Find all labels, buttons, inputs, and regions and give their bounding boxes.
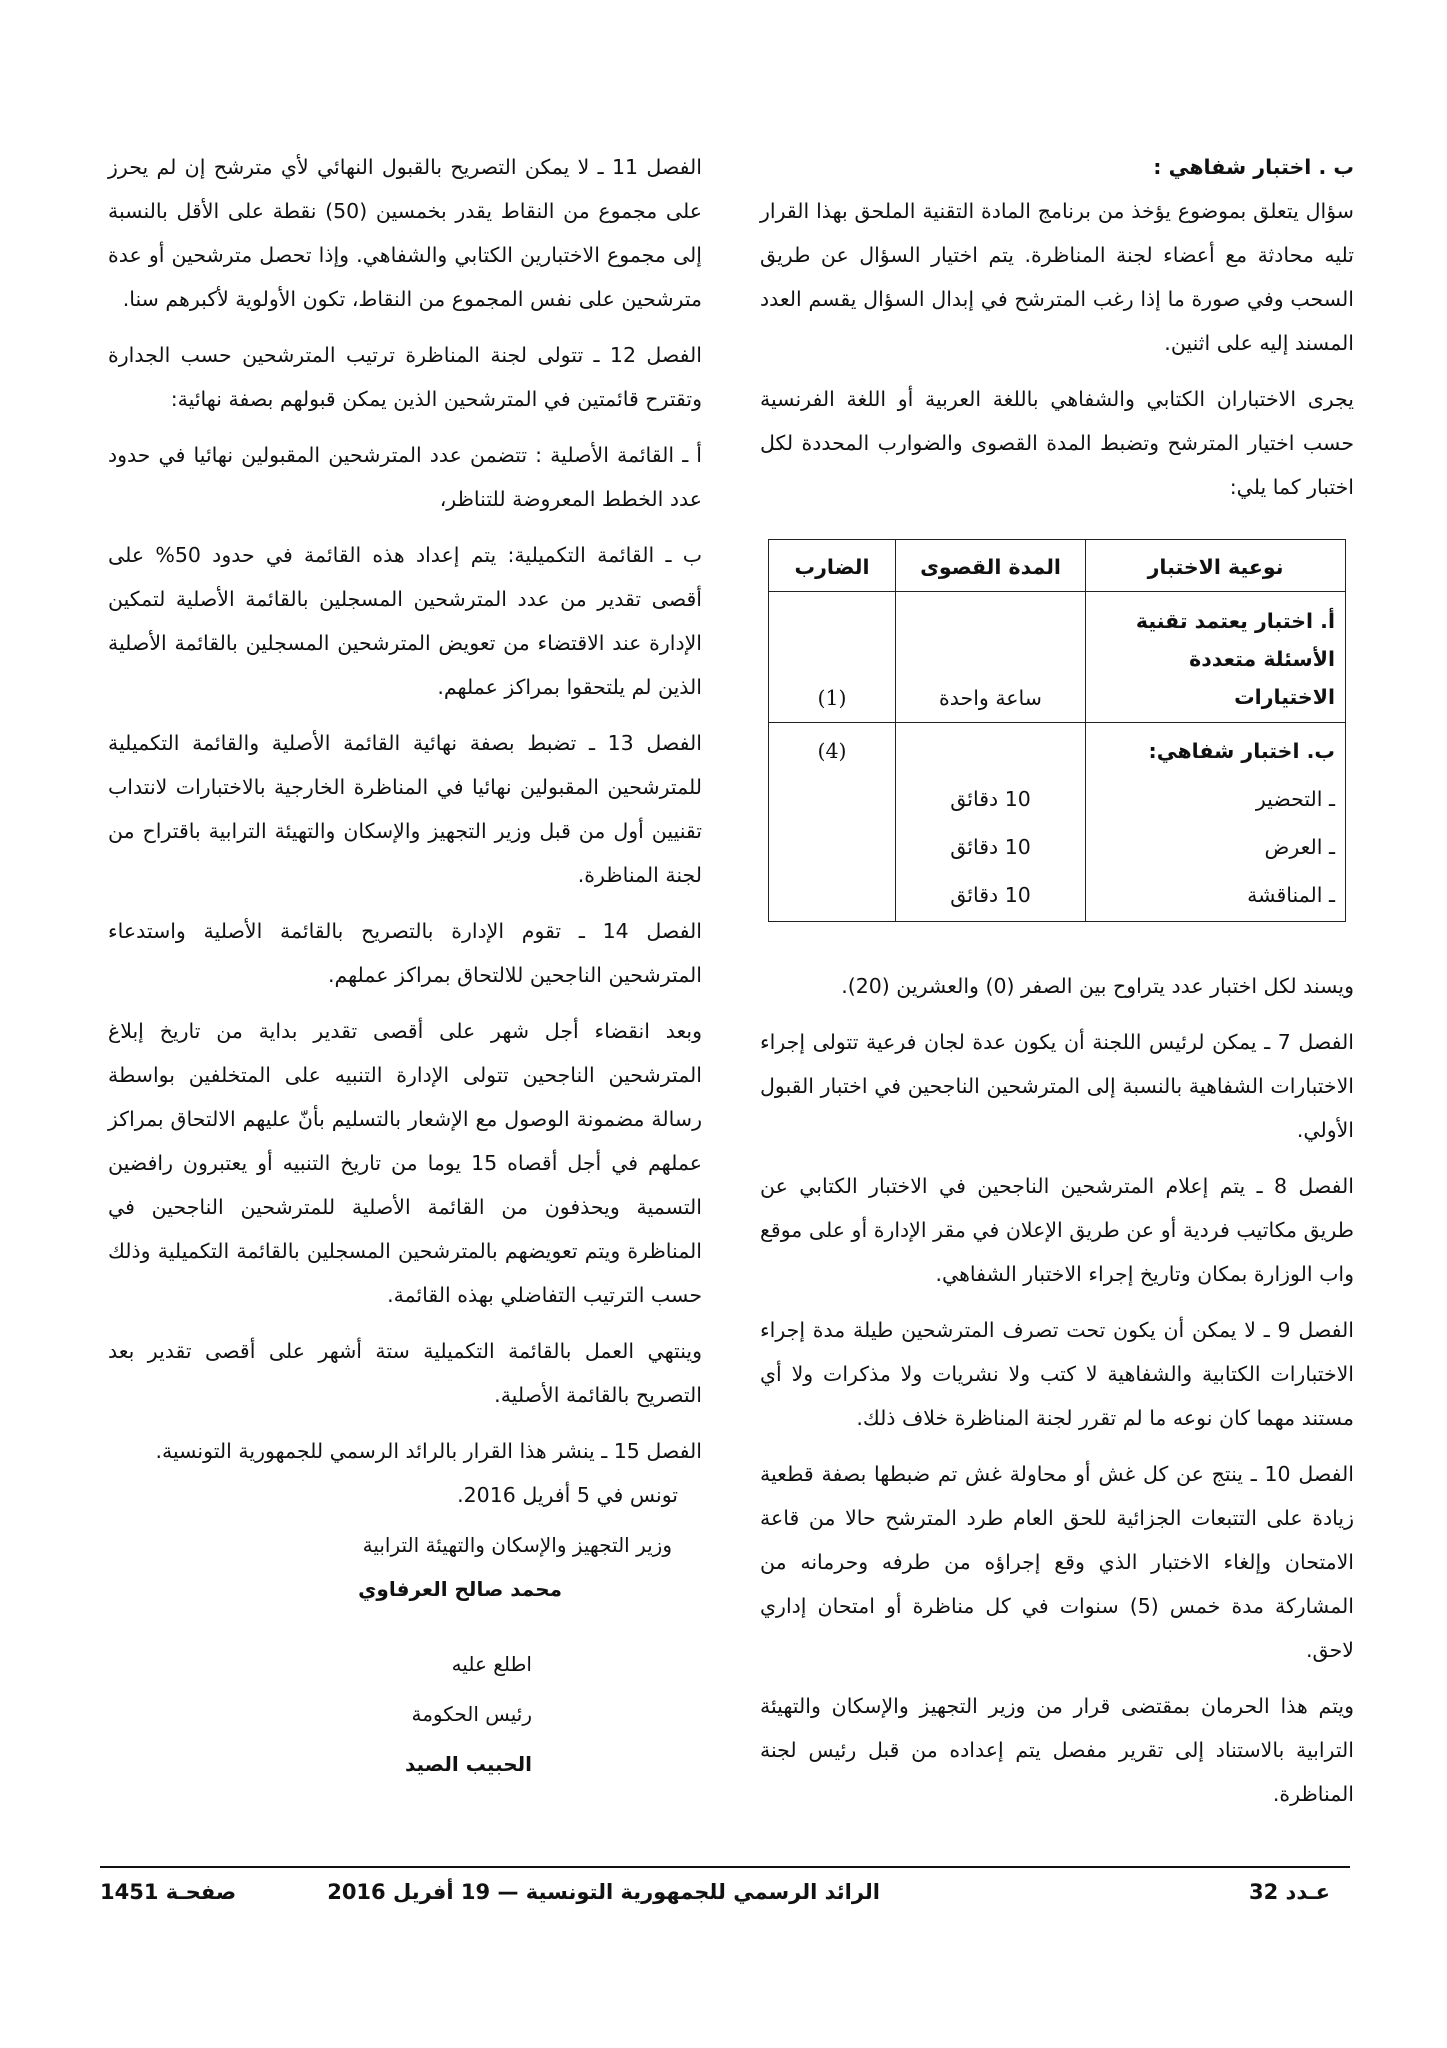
seen-label: اطلع عليه xyxy=(451,1652,532,1676)
article-10: الفصل 10 ـ ينتج عن كل غش أو محاولة غش تم ضبطها بصفة قطعية زيادة على التتبعات الجزائية للحق العام طرد المترشح حالا من قاعة الامتحان وإلغاء الاختبار الذي وقع إجراؤه من طرفه وحرمانه من المشاركة مدة خمس (5) سنوات في كل مناظرة أو امتحان إداري لاحق. xyxy=(760,1462,1354,1662)
table-header-type: نوعية الاختبار xyxy=(1086,540,1346,592)
page-footer xyxy=(100,1880,1350,1920)
date-line: تونس في 5 أفريل 2016. xyxy=(457,1483,678,1507)
list-item-supplementary: ب ـ القائمة التكميلية: يتم إعداد هذه القائمة في حدود 50% على أقصى تقدير من عدد المترشحين المسجلين بالقائمة الأصلية لتمكين الإدارة عند الاقتضاء من تعويض المترشحين المسجلين بالقائمة الأصلية الذين لم يلتحقوا بمراكز عملهم. xyxy=(108,543,702,699)
paragraph: يجرى الاختباران الكتابي والشفاهي باللغة العربية أو اللغة الفرنسية حسب اختيار المترشح وتضبط المدة القصوى والضوارب المحددة لكل اختبار كما يلي: xyxy=(760,387,1354,499)
article-13: الفصل 13 ـ تضبط بصفة نهائية القائمة الأصلية والقائمة التكميلية للمترشحين المقبولين نهائيا في المناظرة الخارجية بالاختبارات لانتداب تقنيين أول من قبل وزير التجهيز والإسكان والتهيئة الترابية باقتراح من لجنة المناظرة. xyxy=(108,731,702,887)
table-cell-type: ـ المناقشة xyxy=(1086,871,1346,922)
issue-number: عـدد 32 xyxy=(1249,1880,1330,1904)
pm-title: رئيس الحكومة xyxy=(411,1702,532,1726)
signature-block xyxy=(108,1523,702,1789)
right-column xyxy=(760,145,1354,1828)
table-cell-type: ـ التحضير xyxy=(1086,775,1346,823)
paragraph: وينتهي العمل بالقائمة التكميلية ستة أشهر على أقصى تقدير بعد التصريح بالقائمة الأصلية. xyxy=(108,1339,702,1407)
oral-exam-heading: ب . اختبار شفاهي : xyxy=(1153,155,1354,179)
table-row xyxy=(769,823,1346,871)
list-item-original: أ ـ القائمة الأصلية : تتضمن عدد المترشحين المقبولين نهائيا في حدود عدد الخطط المعروضة للتناظر، xyxy=(108,443,702,511)
article-11: الفصل 11 ـ لا يمكن التصريح بالقبول النهائي لأي مترشح إن لم يحرز على مجموع من النقاط يقدر بخمسين (50) نقطة على الأقل بالنسبة إلى مجموع الاختبارين الكتابي والشفاهي. وإذا تحصل مترشحين أو عدة مترشحين على نفس المجموع من النقاط، تكون الأولوية لأكبرهم سنا. xyxy=(108,155,702,311)
table-cell-duration: ساعة واحدة xyxy=(896,592,1086,723)
article-15: الفصل 15 ـ ينشر هذا القرار بالرائد الرسمي للجمهورية التونسية. xyxy=(155,1439,702,1463)
article-14: الفصل 14 ـ تقوم الإدارة بالتصريح بالقائمة الأصلية واستدعاء المترشحين الناجحين للالتحاق بمراكز عملهم. xyxy=(108,919,702,987)
table-row xyxy=(769,775,1346,823)
table-header-coef: الضارب xyxy=(769,540,896,592)
table-cell-type: أ. اختبار يعتمد تقنية الأسئلة متعددة الاختيارات xyxy=(1086,592,1346,723)
minister-title: وزير التجهيز والإسكان والتهيئة الترابية xyxy=(362,1533,672,1557)
table-header-duration: المدة القصوى xyxy=(896,540,1086,592)
paragraph: ويسند لكل اختبار عدد يتراوح بين الصفر (0) والعشرين (20). xyxy=(841,974,1354,998)
table-cell-duration: 10 دقائق xyxy=(896,871,1086,922)
table-cell-duration: 10 دقائق xyxy=(896,775,1086,823)
exam-table xyxy=(768,539,1346,922)
article-8: الفصل 8 ـ يتم إعلام المترشحين الناجحين في الاختبار الكتابي عن طريق مكاتيب فردية أو عن طريق الإعلان في مقر الإدارة أو على موقع واب الوزارة بمكان وتاريخ إجراء الاختبار الشفاهي. xyxy=(760,1174,1354,1286)
article-9: الفصل 9 ـ لا يمكن أن يكون تحت تصرف المترشحين طيلة مدة إجراء الاختبارات الكتابية والشفاهية لا كتب ولا نشريات ولا مذكرات ولا أي مستند مهما كان نوعه ما لم تقرر لجنة المناظرة خلاف ذلك. xyxy=(760,1318,1354,1430)
table-cell-type: ـ العرض xyxy=(1086,823,1346,871)
paragraph: ويتم هذا الحرمان بمقتضى قرار من وزير التجهيز والإسكان والتهيئة الترابية بالاستناد إلى تقرير مفصل يتم إعداده من قبل رئيس لجنة المناظرة. xyxy=(760,1694,1354,1806)
page-number: صفحـة 1451 xyxy=(100,1880,237,1904)
minister-name: محمد صالح العرفاوي xyxy=(358,1577,562,1601)
approval-block xyxy=(108,1639,532,1789)
pm-name: الحبيب الصيد xyxy=(404,1752,532,1776)
article-12: الفصل 12 ـ تتولى لجنة المناظرة ترتيب المترشحين حسب الجدارة وتقترح قائمتين في المترشحين الذين يمكن قبولهم بصفة نهائية: xyxy=(108,343,702,411)
paragraph: سؤال يتعلق بموضوع يؤخذ من برنامج المادة التقنية الملحق بهذا القرار تليه محادثة مع أعضاء لجنة المناظرة. يتم اختيار السؤال عن طريق السحب وفي صورة ما إذا رغب المترشح في إبدال السؤال يقسم العدد المسند إليه على اثنين. xyxy=(760,199,1354,355)
left-column xyxy=(108,145,702,1789)
table-row xyxy=(769,723,1346,776)
paragraph: وبعد انقضاء أجل شهر على أقصى تقدير بداية من تاريخ إبلاغ المترشحين الناجحين تتولى الإدارة التنبيه على المتخلفين بواسطة رسالة مضمونة الوصول مع الإشعار بالتسليم بأنّ عليهم الالتحاق بمراكز عملهم في أجل أقصاه 15 يوما من تاريخ التنبيه أو يعتبرون رافضين التسمية ويحذفون من القائمة الأصلية للمترشحين الناجحين في المناظرة ويتم تعويضهم بالمترشحين المسجلين بالقائمة التكميلية وذلك حسب الترتيب التفاضلي بهذه القائمة. xyxy=(108,1019,702,1307)
table-cell-coef: (1) xyxy=(769,592,896,723)
table-cell-type: ب. اختبار شفاهي: xyxy=(1086,723,1346,776)
footer-divider xyxy=(100,1866,1350,1868)
journal-title: الرائد الرسمي للجمهورية التونسية — 19 أفريل 2016 xyxy=(327,1880,880,1904)
article-7: الفصل 7 ـ يمكن لرئيس اللجنة أن يكون عدة لجان فرعية تتولى إجراء الاختبارات الشفاهية بالنسبة إلى المترشحين الناجحين في اختبار القبول الأولي. xyxy=(760,1030,1354,1142)
table-row xyxy=(769,871,1346,922)
table-cell-duration: 10 دقائق xyxy=(896,823,1086,871)
table-row xyxy=(769,592,1346,723)
table-cell-coef: (4) xyxy=(769,723,896,776)
